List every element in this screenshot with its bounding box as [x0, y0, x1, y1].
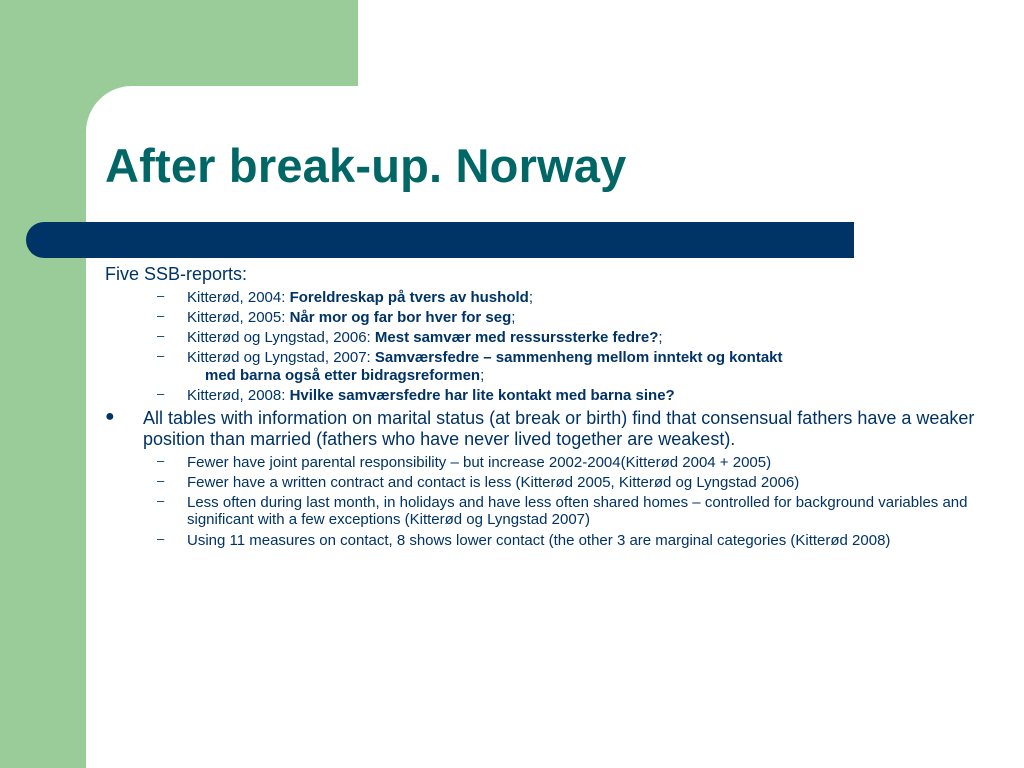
report-author: Kitterød og Lyngstad, 2007: [187, 349, 375, 367]
report-title: Mest samvær med ressurssterke fedre? [374, 329, 659, 347]
main-point-text: All tables with information on marital status (at break or birth) find that consensual fathers have a weaker position than married (fathers who have never lived together are weakest). [143, 408, 975, 449]
report-punct: ; [511, 308, 516, 326]
dash-bullet-icon: – [157, 472, 165, 488]
finding-item [105, 532, 985, 549]
report-title: Hvilke samværsfedre har lite kontakt med barna sine? [289, 386, 675, 404]
report-title-part2: med barna også etter bidragsreformen [205, 366, 481, 384]
dash-bullet-icon: – [157, 530, 165, 546]
report-title-continuation [187, 367, 985, 384]
dash-bullet-icon: – [157, 452, 165, 468]
report-author: Kitterød, 2005: [187, 308, 290, 326]
report-title: Foreldreskap på tvers av hushold [289, 288, 529, 306]
slide-title: After break-up. Norway [105, 139, 627, 192]
report-author: Kitterød, 2004: [187, 288, 290, 306]
report-punct: ; [528, 288, 533, 306]
title-underline-bar [26, 222, 854, 258]
report-author: Kitterød, 2008: [187, 386, 290, 404]
report-author: Kitterød og Lyngstad, 2006: [187, 329, 375, 347]
finding-item [105, 474, 985, 491]
dash-bullet-icon: – [157, 385, 165, 401]
dash-bullet-icon: – [157, 287, 165, 303]
slide-body [105, 264, 985, 553]
finding-text: Fewer have joint parental responsibility – but increase 2002-2004(Kitterød 2004 + 2005) [187, 453, 772, 471]
finding-item [105, 494, 985, 529]
finding-text: Less often during last month, in holidays and have less often shared homes – controlled for background variables and significant with a few exceptions (Kitterød og Lyngstad 2007) [187, 494, 968, 529]
report-punct: ; [658, 329, 663, 347]
finding-item [105, 454, 985, 471]
report-item [105, 387, 985, 404]
report-title: Når mor og far bor hver for seg [289, 308, 512, 326]
reports-list [105, 289, 985, 405]
dash-bullet-icon: – [157, 307, 165, 323]
report-punct: ; [480, 366, 485, 384]
dash-bullet-icon: – [157, 328, 165, 344]
dash-bullet-icon: – [157, 493, 165, 509]
round-bullet-icon: ● [105, 408, 115, 426]
dash-bullet-icon: – [157, 348, 165, 364]
report-item [105, 289, 985, 306]
finding-text: Using 11 measures on contact, 8 shows lower contact (the other 3 are marginal categories (Kitterød 2008) [187, 531, 891, 549]
report-item [105, 349, 985, 384]
main-point [105, 408, 985, 449]
intro-text: Five SSB-reports: [105, 264, 248, 284]
report-item [105, 329, 985, 346]
report-item [105, 309, 985, 326]
finding-text: Fewer have a written contract and contact is less (Kitterød 2005, Kitterød og Lyngstad 2006) [187, 473, 800, 491]
findings-list [105, 454, 985, 549]
report-title: Samværsfedre – sammenheng mellom inntekt og kontakt [374, 349, 783, 367]
